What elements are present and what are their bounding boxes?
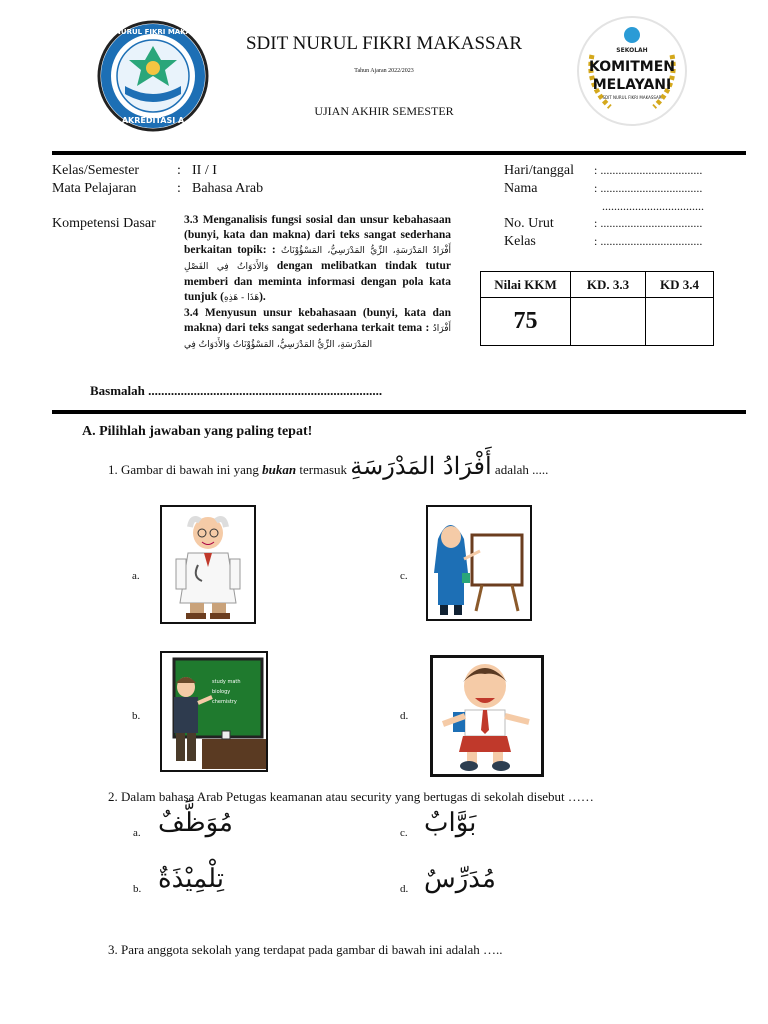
info-divider [52,410,746,414]
svg-text:AKREDITASI A: AKREDITASI A [121,116,185,125]
header-divider [52,151,746,155]
hari-field[interactable]: : .................................. [594,163,703,177]
svg-text:chemistry: chemistry [212,699,237,705]
q3-number: 3. [108,942,118,957]
question-3 [108,942,728,958]
exam-title: UJIAN AKHIR SEMESTER [314,104,454,118]
svg-text:KOMITMEN: KOMITMEN [588,59,676,75]
kd34-header: KD 3.4 [646,272,714,298]
kd33-score[interactable] [571,298,646,346]
kelas-colon: : [177,163,181,178]
q1-emphasis: bukan [262,462,297,477]
q1-text-post: adalah ..... [494,462,549,477]
q1-option-d-image[interactable] [430,655,544,777]
kkm-value: 75 [481,298,571,346]
kd-33-arabic-3: هَذَا - هَذِهِ [223,293,260,303]
q1-option-b-label[interactable]: b. [132,710,141,722]
q1-option-a-label[interactable]: a. [132,570,140,582]
svg-text:study math: study math [212,679,241,685]
kd33-header: KD. 3.3 [571,272,646,298]
school-name: SDIT NURUL FIKRI MAKASSAR [245,33,523,54]
q1-option-c-label[interactable]: c. [400,570,408,582]
section-title: A. Pilihlah jawaban yang paling tepat! [82,424,313,439]
q2-text: Dalam bahasa Arab Petugas keamanan atau security yang bertugas di sekolah disebut …… [121,789,594,804]
nourut-label: No. Urut [504,216,554,231]
school-year: Tahun Ajaran 2022/2023 [354,68,414,74]
q1-arabic: أَفْرَادُ المَدْرَسَةِ [350,452,492,480]
kelas2-field[interactable]: : .................................. [594,234,703,248]
kd-33-end: ). [259,291,266,303]
school-logo-right [574,15,690,127]
nourut-field[interactable]: : .................................. [594,216,703,230]
mapel-value: Bahasa Arab [192,181,264,196]
q2-option-b-arabic[interactable]: تِلْمِيْذَةٌ [158,864,224,894]
q2-option-a-arabic[interactable]: مُوَظَّفٌ [158,808,233,838]
kelas-label: Kelas/Semester [52,163,140,178]
nama-field-2[interactable]: .................................. [602,199,704,213]
q2-option-c-arabic[interactable]: بَوَّابٌ [424,808,477,838]
q2-option-d-label[interactable]: d. [400,883,409,895]
kd-33-arabic-2: المَدْرَسِيُّ، المَسْؤُوْنَاتُ وَالأَدَوَاتُ فِي الفَصْلِ [184,246,365,272]
kkm-header: Nilai KKM [481,272,571,298]
q2-option-d-arabic[interactable]: مُدَرِّسٌ [424,864,496,894]
svg-text:MELAYANI: MELAYANI [592,77,672,93]
q1-option-c-image[interactable] [426,505,532,621]
q2-option-a-label[interactable]: a. [133,827,141,839]
q1-option-b-image[interactable] [160,651,268,772]
hari-label: Hari/tanggal [504,163,574,178]
kd-33-arabic: أَفْرَادُ المَدْرَسَةِ، الزِّيُّ [370,246,452,256]
kd34-score[interactable] [646,298,714,346]
question-2 [108,789,728,805]
q2-option-c-label[interactable]: c. [400,827,408,839]
q1-option-a-image[interactable] [160,505,256,624]
q3-text: Para anggota sekolah yang terdapat pada gambar di bawah ini adalah ….. [121,942,503,957]
kelas-value: II / I [192,163,217,178]
nama-label: Nama [504,181,538,196]
kd-label: Kompetensi Dasar [52,216,156,231]
q1-number: 1. [108,462,118,477]
kd-34-text: 3.4 Menyusun unsur kebahasaan (bunyi, kata dan makna) dari teks sangat sederhana terkait tema : [184,307,451,334]
kd-33-text-2: dengan melibatkan tindak tutur memberi dan meminta informasi dengan pola kata tunjuk ( [184,260,452,303]
q1-text-mid: termasuk [299,462,348,477]
kd-33-text: 3.3 Menganalisis fungsi sosial dan unsur kebahasaan (bunyi, kata dan makna) dari teks sangat sederhana berkaitan topik: : [184,214,451,256]
mapel-label: Mata Pelajaran [52,181,137,196]
q1-option-d-label[interactable]: d. [400,710,409,722]
mapel-colon: : [177,181,181,196]
kkm-table [480,271,714,346]
svg-text:SEKOLAH: SEKOLAH [616,47,648,54]
question-1 [108,452,708,480]
svg-text:SDIT NURUL FIKRI MAKASSAR: SDIT NURUL FIKRI MAKASSAR [602,95,662,100]
kd-34-arabic: أَفْرَادُ المَدْرَسَةِ، الزِّيُّ المَدْرَسِيُّ، المَسْؤُوْنَاتُ وَالأَدَوَاتُ فِي [184,324,452,350]
q2-number: 2. [108,789,118,804]
q1-text-pre: Gambar di bawah ini yang [121,462,259,477]
nama-field[interactable]: : .................................. [594,181,703,195]
svg-text:biology: biology [212,689,231,695]
kompetensi-dasar-text [184,213,451,353]
svg-text:SDIT NURUL FIKRI MAKASSAR: SDIT NURUL FIKRI MAKASSAR [95,28,211,36]
basmalah-line: Basmalah ........................................................................ [90,383,383,398]
q2-option-b-label[interactable]: b. [133,883,142,895]
kelas2-label: Kelas [504,234,536,249]
